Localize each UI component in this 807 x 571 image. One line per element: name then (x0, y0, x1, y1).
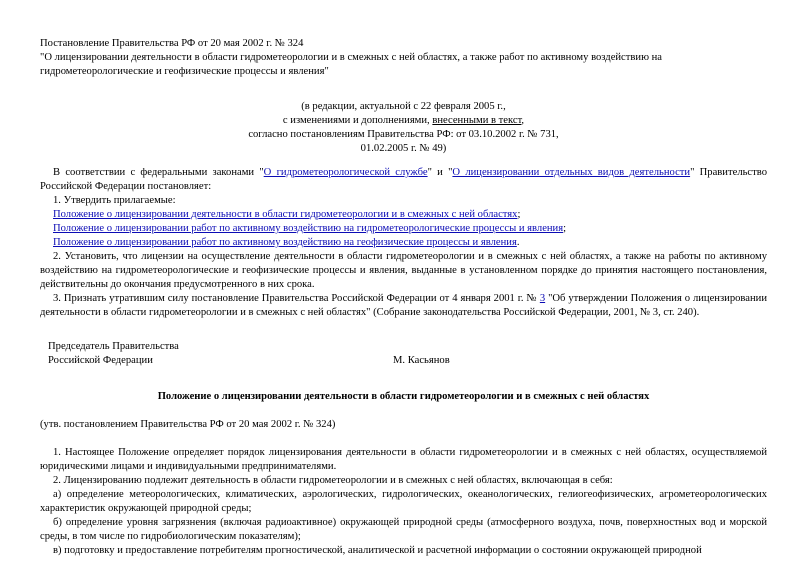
item-1-text: 1. Утвердить прилагаемые: (53, 195, 176, 206)
regulation-heading: Положение о лицензировании деятельности в области гидрометеорологии и в смежных с ней областях (157, 391, 650, 402)
revision-line-3: согласно постановлениям Правительства РФ: от 03.10.2002 г. № 731, (248, 129, 559, 140)
document-subtitle: "О лицензировании деятельности в области гидрометеорологии и в смежных с ней областях, а также работ по активному воздействию на гидрометеорологические и геофизические процессы и явления" (40, 52, 662, 77)
signatory-name: М. Касьянов (393, 355, 450, 366)
signatory-position: Председатель Правительства Российской Федерации (48, 341, 179, 366)
document-page (40, 37, 767, 558)
law-link-licensing[interactable]: О лицензировании отдельных видов деятельности (452, 167, 691, 178)
revision-note (40, 100, 767, 156)
regulation-item-c: в) подготовку и предоставление потребителям прогностической, аналитической и расчетной информации о состоянии окружающей природной (53, 545, 702, 556)
regulation-link-geophysical-processes[interactable]: Положение о лицензировании работ по активному воздействию на геофизические процессы и явления (53, 237, 517, 248)
repealed-decree-link[interactable]: 3 (539, 293, 546, 304)
revision-link[interactable]: внесенными в текст (432, 115, 522, 126)
regulation-approval-note: (утв. постановлением Правительства РФ от 20 мая 2002 г. № 324) (40, 419, 336, 430)
law-link-hydromet-service[interactable]: О гидрометеорологической службе (263, 167, 428, 178)
revision-line-4: 01.02.2005 г. № 49) (360, 143, 447, 154)
approved-doc-3: Положение о лицензировании работ по активному воздействию на геофизические процессы и явления. (53, 237, 520, 248)
signature-block (48, 340, 767, 368)
approved-doc-1: Положение о лицензировании деятельности в области гидрометеорологии и в смежных с ней областях; (53, 209, 521, 220)
preamble-paragraph: В соответствии с федеральными законами "О гидрометеорологической службе" и "О лицензировании отдельных видов деятельности" Правительство Российской Федерации постановляет: (40, 167, 767, 192)
revision-line-1: (в редакции, актуальной с 22 февраля 2005 г., (301, 101, 506, 112)
regulation-item-b: б) определение уровня загрязнения (включая радиоактивное) окружающей природной среды (атмосферного воздуха, почв, поверхностных вод и морской среды, в том числе по гидробиологическим показателям); (40, 517, 767, 542)
regulation-paragraph-1: 1. Настоящее Положение определяет порядок лицензирования деятельности в области гидрометеорологии и в смежных с ней областях, осуществляемой юридическими лицами и индивидуальными предпринимателями. (40, 447, 767, 472)
regulation-link-hydrometeorology[interactable]: Положение о лицензировании деятельности в области гидрометеорологии и в смежных с ней областях (53, 209, 518, 220)
document-title: Постановление Правительства РФ от 20 мая 2002 г. № 324 (40, 38, 304, 49)
revision-line-2: с изменениями и дополнениями, внесенными в текст, (282, 115, 525, 126)
item-2-paragraph: 2. Установить, что лицензии на осуществление деятельности в области гидрометеорологии и в смежных с ней областях, а также на работы по активному воздействию на гидрометеорологические и геофизические процессы и явления, выданные в установленном порядке до принятия настоящего постановления, действительны до окончания предусмотренного в них срока. (40, 251, 767, 290)
item-3-paragraph: 3. Признать утратившим силу постановление Правительства Российской Федерации от 4 января 2001 г. № 3 "Об утверждении Положения о лицензировании деятельности в области гидрометеорологии и в смежных с ней областях" (Собрание законодательства Российской Федерации, 2001, № 3, ст. 240). (40, 293, 767, 318)
approved-doc-2: Положение о лицензировании работ по активному воздействию на гидрометеорологические процессы и явления; (53, 223, 567, 234)
regulation-link-hydromet-processes[interactable]: Положение о лицензировании работ по активному воздействию на гидрометеорологические процессы и явления (53, 223, 564, 234)
regulation-paragraph-2: 2. Лицензированию подлежит деятельность в области гидрометеорологии и в смежных с ней областях, включающая в себя: (53, 475, 613, 486)
regulation-item-a: а) определение метеорологических, климатических, аэрологических, гидрологических, океанологических, гелиогеофизических, агрометеорологических характеристик окружающей природной среды; (40, 489, 767, 514)
